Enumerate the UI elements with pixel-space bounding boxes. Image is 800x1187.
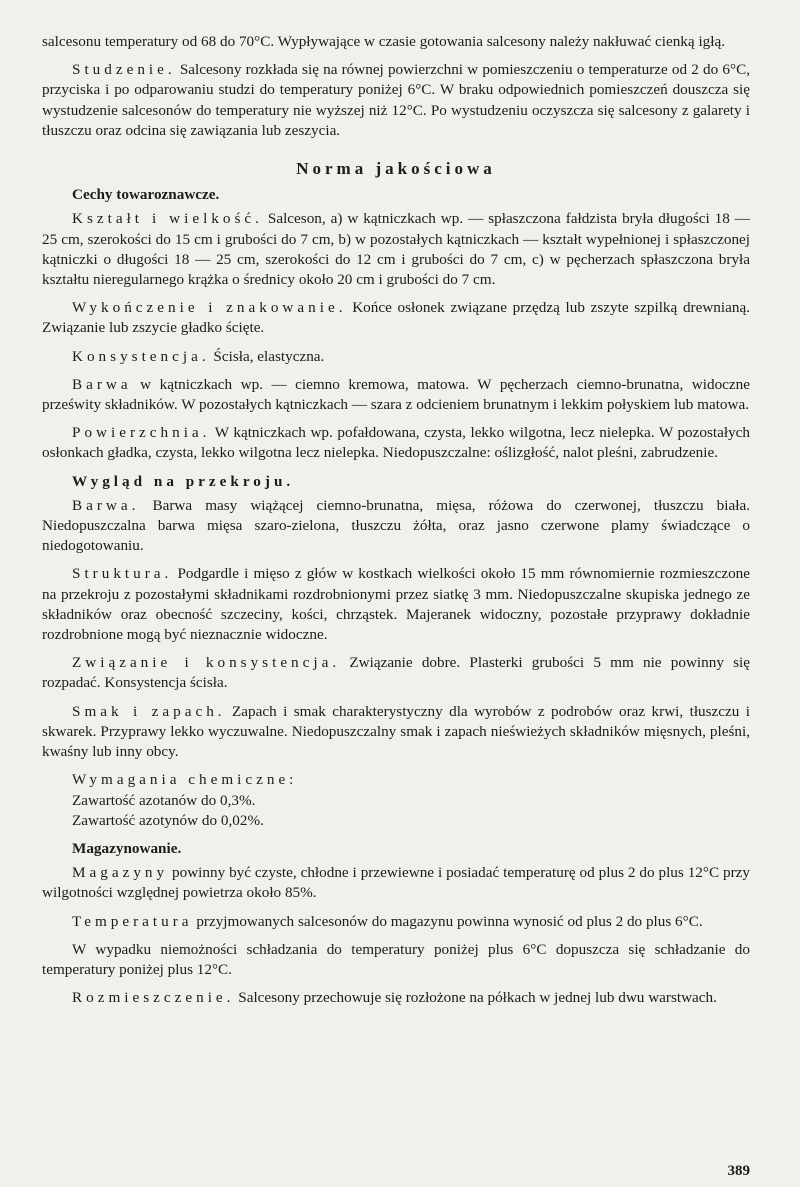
zwiazanie-paragraph <box>42 653 750 693</box>
barwa-paragraph <box>42 375 750 415</box>
rozmieszczenie-text: Salcesony przechowuje się rozłożone na półkach w jednej lub dwu warstwach. <box>234 989 717 1007</box>
magazyny-label: Magazyny <box>72 864 169 882</box>
chemiczne-heading: Wymagania chemiczne: <box>72 771 298 789</box>
chemiczne-block <box>42 770 750 831</box>
powierzchnia-paragraph <box>42 423 750 463</box>
przekroj-barwa-label: Barwa. <box>72 496 140 514</box>
powierzchnia-label: Powierzchnia. <box>72 424 211 442</box>
zwiazanie-text: Związanie dobre. Plasterki grubości 5 mm nie powinny się rozpadać. Konsystencja ścisła. <box>42 654 750 692</box>
smak-paragraph <box>42 702 750 763</box>
section-title: Norma jakościowa <box>296 159 496 179</box>
magazyny-text: powinny być czyste, chłodne i przewiewne i posiadać temperaturę od plus 2 do plus 12°C przy wilgotności względnej powietrza około 85%. <box>42 864 750 902</box>
zwiazanie-label: Związanie i konsystencja. <box>72 654 341 672</box>
struktura-paragraph <box>42 564 750 645</box>
wykonczenie-paragraph <box>42 298 750 338</box>
smak-label: Smak i zapach. <box>72 702 226 720</box>
temperatura-paragraph <box>42 912 750 932</box>
ksztalt-text: Salceson, a) w kątniczkach wp. — spłaszczona fałdzista bryła długości 18 — 25 cm, szerokości do 15 cm i grubości do 7 cm, b) w pozostałych kątniczkach — kształt wypełnionej i spłaszczonej kątniczki o długości 18 — 25 cm, szerokości do 12 cm i grubości do 7 cm, c) w pęcherzach spłaszczona bryła kształtu nieregularnego krążka o średnicy około 20 cm i grubości do 7 cm. <box>42 210 750 289</box>
struktura-label: Struktura. <box>72 565 173 583</box>
page-number: 389 <box>727 1163 750 1179</box>
azotyny-line: Zawartość azotynów do 0,02%. <box>72 811 264 829</box>
rozmieszczenie-label: Rozmieszczenie. <box>72 989 235 1007</box>
struktura-text: Podgardle i mięso z głów w kostkach wielkości około 15 mm równomiernie rozmieszczone na przekroju z pozostałymi składnikami rozdrobnionymi przez siatkę 3 mm. Niedopuszczalne skupiska jednego ze składników oraz obecność szczeciny, kości, chrząstek. Majeranek widoczny, pozostałe przyprawy dokładnie rozdrobnione mogą być nieznacznie widoczne. <box>42 565 750 644</box>
document-page <box>42 32 750 1016</box>
magazyn-heading: Magazynowanie. <box>72 839 182 857</box>
intro-paragraph: salcesonu temperatury od 68 do 70°C. Wypływające w czasie gotowania salcesony należy nakłuwać cienką igłą. <box>42 33 726 50</box>
smak-text: Zapach i smak charakterystyczny dla wyrobów z podrobów oraz krwi, tłuszczu i skwarek. Przyprawy lekko wyczuwalne. Niedopuszczalny smak i zapach nieświeżych składników mięsnych, pleśni, kwaśny lub inny obcy. <box>42 702 750 761</box>
konsystencja-label: Konsystencja. <box>72 347 210 365</box>
powierzchnia-text: W kątniczkach wp. pofałdowana, czysta, lekko wilgotna, lecz nielepka. W pozostałych osłonkach gładka, czysta, lekko wilgotna lecz nielepka. Niedopuszczalne: oślizgłość, nalot pleśni, zabrudzenie. <box>42 424 750 462</box>
konsystencja-paragraph <box>42 347 750 367</box>
cechy-heading: Cechy towaroznawcze. <box>72 186 220 204</box>
przekroj-barwa-text: Barwa masy wiążącej ciemno-brunatna, mięsa, różowa do czerwonej, tłuszczu biała. Niedopuszczalna barwa mięsa szaro-zielona, tłuszczu żółta, oraz jasno czerwone plamy świadczące o niedogotowaniu. <box>42 496 750 555</box>
ksztalt-label: Kształt i wielkość. <box>72 210 263 228</box>
barwa-label: Barwa <box>72 375 132 393</box>
wykonczenie-text: Końce osłonek związane przędzą lub zszyte szpilką drewnianą. Związanie lub zszycie gładko ścięte. <box>42 299 750 337</box>
przekroj-barwa-paragraph <box>42 496 750 557</box>
studzenie-paragraph <box>42 60 750 141</box>
wypadek-paragraph: W wypadku niemożności schładzania do temperatury poniżej plus 6°C dopuszcza się schładzanie do temperatury poniżej plus 12°C. <box>42 940 750 978</box>
studzenie-label: Studzenie. <box>72 61 176 79</box>
przekroj-heading: Wygląd na przekroju. <box>72 472 295 490</box>
azotany-line: Zawartość azotanów do 0,3%. <box>72 791 256 809</box>
temperatura-label: Temperatura <box>72 912 193 930</box>
ksztalt-paragraph <box>42 209 750 290</box>
konsystencja-text: Ścisła, elastyczna. <box>209 347 325 365</box>
magazyny-paragraph <box>42 863 750 903</box>
temperatura-text: przyjmowanych salcesonów do magazynu powinna wynosić od plus 2 do plus 6°C. <box>192 912 703 930</box>
wykonczenie-label: Wykończenie i znakowanie. <box>72 299 347 317</box>
rozmieszczenie-paragraph <box>42 988 750 1008</box>
studzenie-text: Salcesony rozkłada się na równej powierzchni w pomieszczeniu o temperaturze od 2 do 6°C, przyciska i po odparowaniu studzi do temperatury poniżej 6°C. W braku odpowiednich pomieszczeń douszcza się wystudzenie salcesonów do temperatury nie wyższej niż 12°C. Po wystudzeniu oczyszcza się salcesony z galarety i tłuszczu oraz odcina się zawiązania lub zeszycia. <box>42 61 750 139</box>
barwa-text: w kątniczkach wp. — ciemno kremowa, matowa. W pęcherzach ciemno-brunatna, widoczne prześwity składników. W pozostałych kątniczkach — szara z odcieniem brunatnym i lekkim połyskiem lub matowa. <box>42 375 750 414</box>
